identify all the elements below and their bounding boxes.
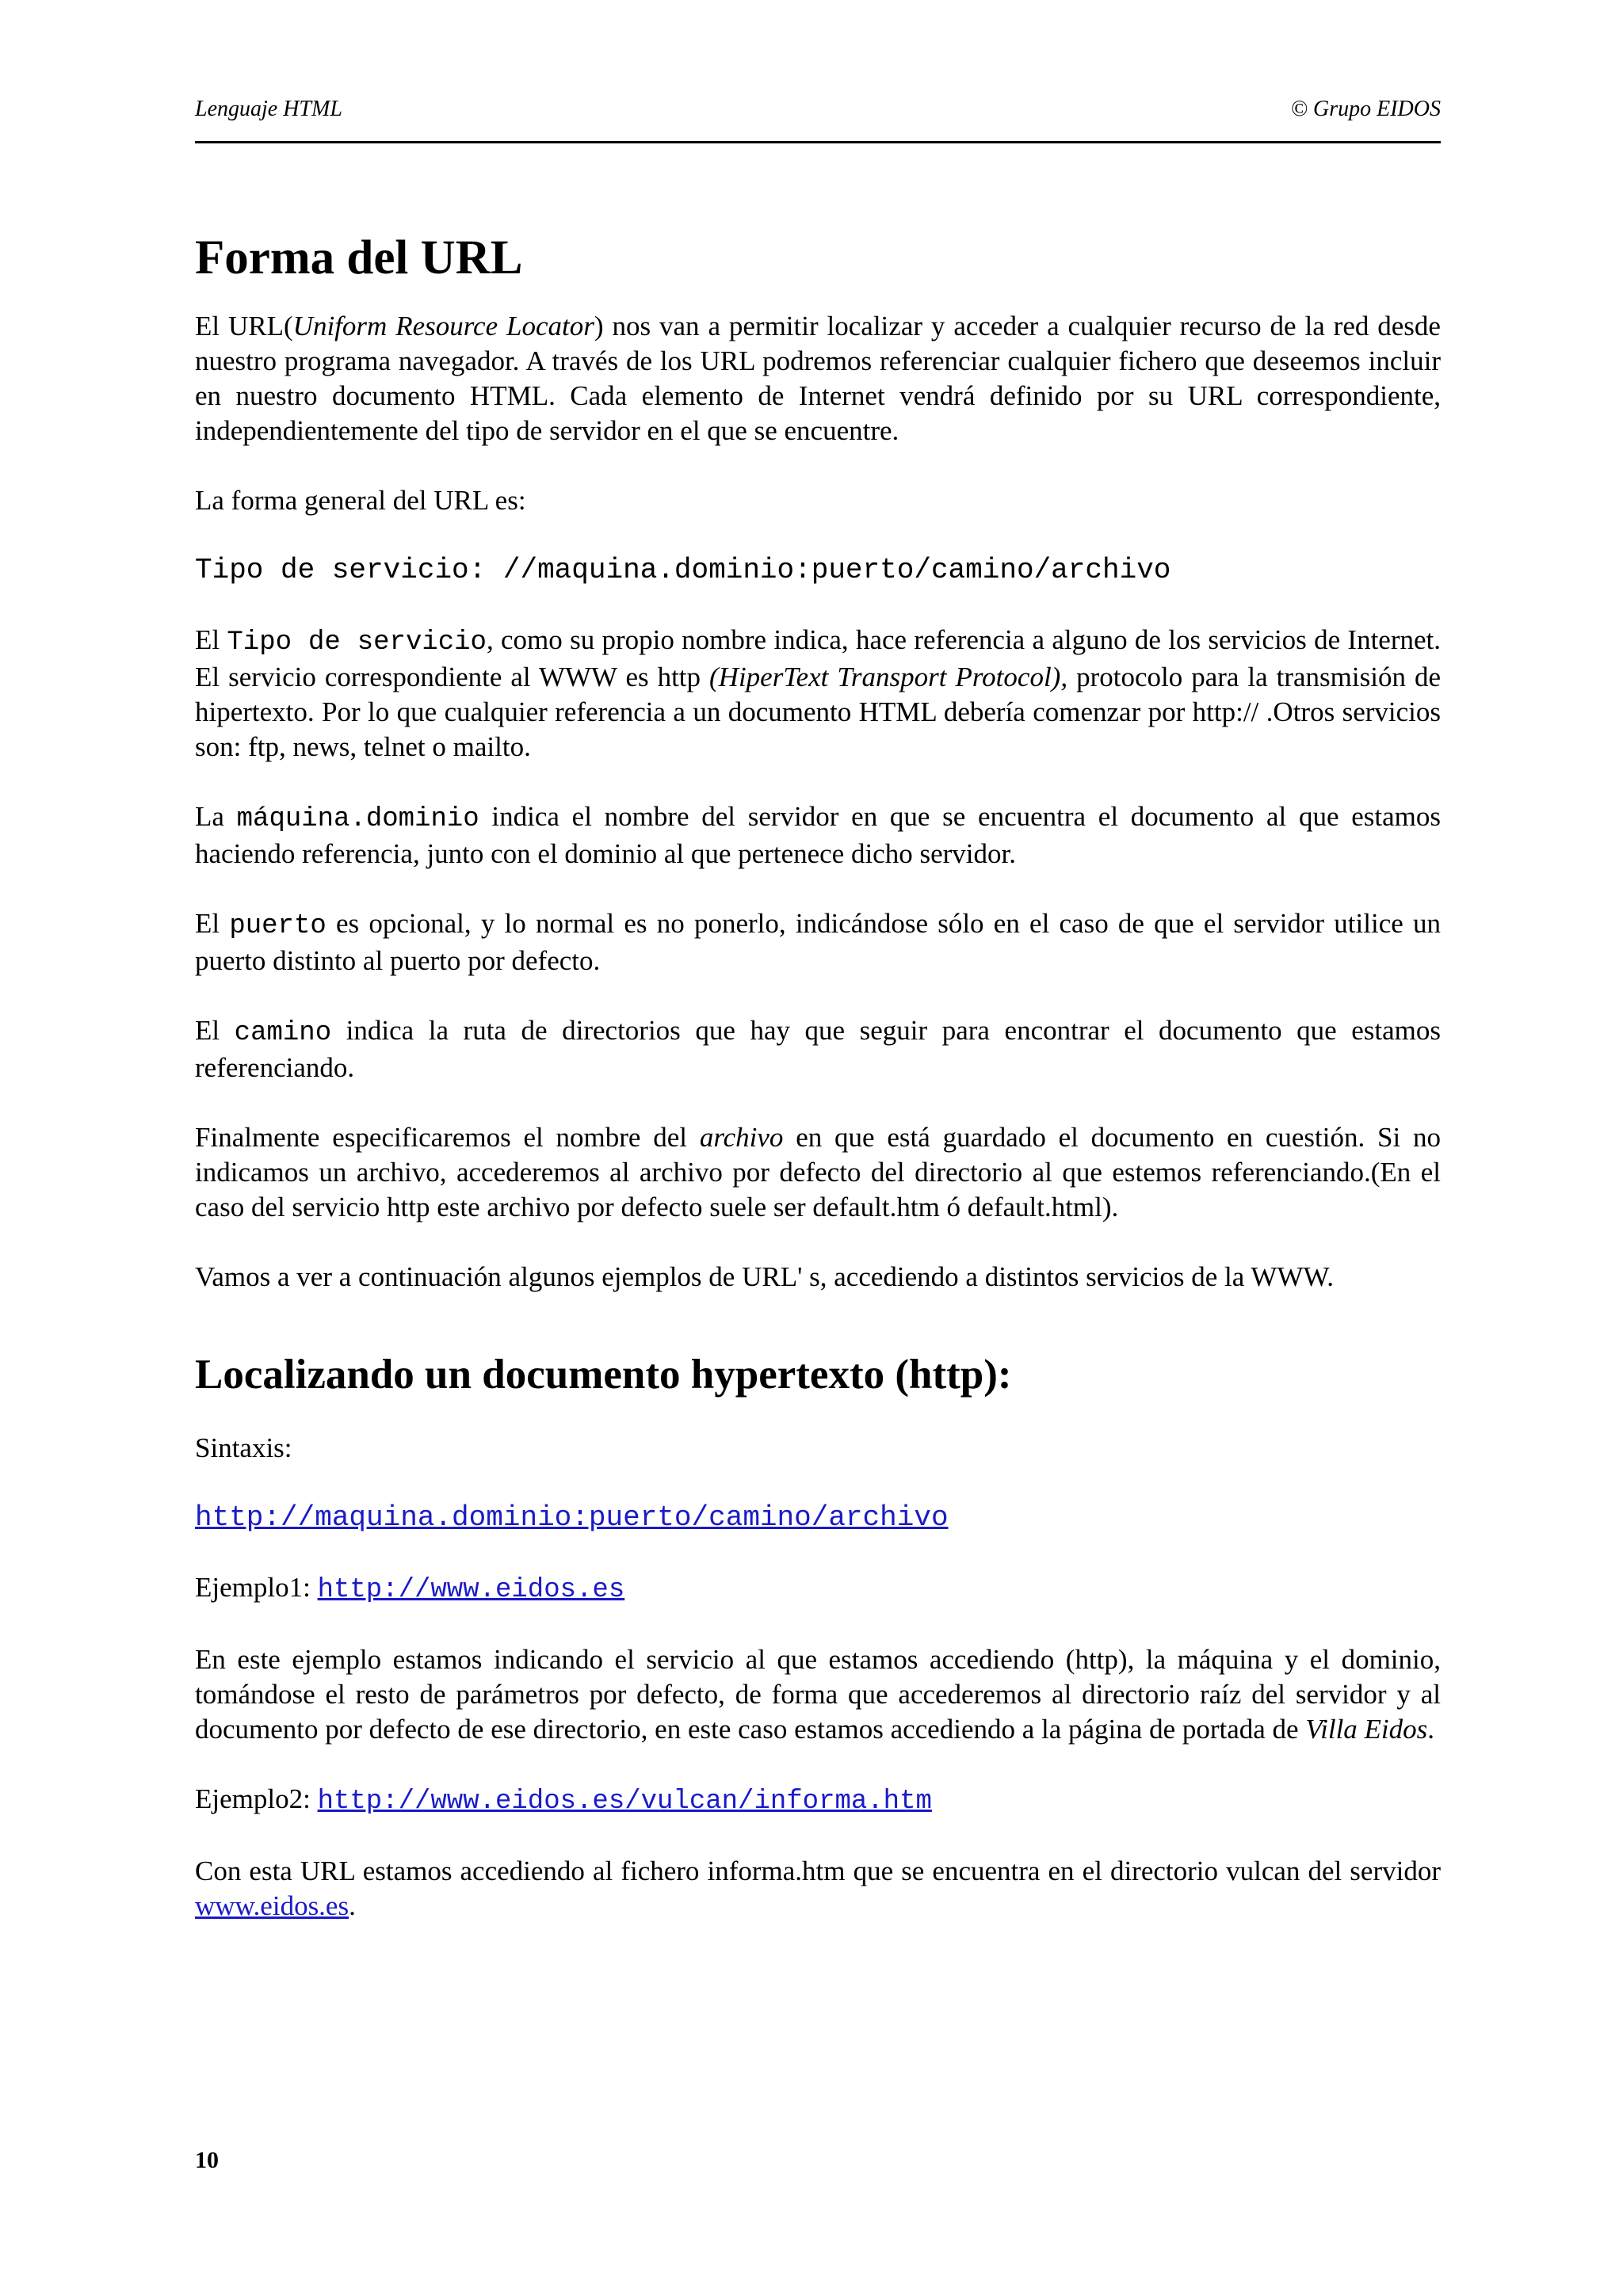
paragraph-example1-desc: En este ejemplo estamos indicando el servicio al que estamos accediendo (http), la máquina y el dominio, tomándose el resto de parámetros por defecto, de forma que accederemos al directorio raíz del servidor y al documento por defecto de ese directorio, en este caso estamos accediendo a la página de portada de Villa Eidos.: [195, 1644, 1441, 1745]
paragraph-example2-desc: Con esta URL estamos accediendo al fichero informa.htm que se encuentra en el directorio vulcan del servidor www.eidos.es.: [195, 1855, 1441, 1921]
header-title: Lenguaje HTML: [195, 97, 342, 121]
section-title-http: Localizando un documento hypertexto (http):: [195, 1352, 1012, 1398]
paragraph-machine-domain: La máquina.dominio indica el nombre del servidor en que se encuentra el documento al que estamos haciendo referencia, junto con el dominio al que pertenece dicho servidor.: [195, 801, 1441, 869]
example2-link[interactable]: http://www.eidos.es/vulcan/informa.htm: [317, 1787, 932, 1817]
example1-link[interactable]: http://www.eidos.es: [317, 1575, 625, 1605]
syntax-line: [195, 1501, 1441, 1535]
paragraph-general-form-label: La forma general del URL es:: [195, 485, 526, 516]
paragraph-url-intro: El URL(Uniform Resource Locator) nos van a permitir localizar y acceder a cualquier recurso de la red desde nuestro programa navegador. A través de los URL podremos referenciar cualquier fichero que deseemos incluir en nuestro documento HTML. Cada elemento de Internet vendrá definido por su URL correspondiente, independientemente del tipo de servidor en el que se encuentre.: [195, 311, 1441, 446]
paragraph-file: Finalmente especificaremos el nombre del archivo en que está guardado el documento en cuestión. Si no indicamos un archivo, accederemos al archivo por defecto del directorio al que estemos referenciando.(En el caso del servicio http este archivo por defecto suele ser default.htm ó default.html).: [195, 1122, 1441, 1222]
paragraph-port: El puerto es opcional, y lo normal es no ponerlo, indicándose sólo en el caso de que el servidor utilice un puerto distinto al puerto por defecto.: [195, 908, 1441, 976]
page-number: 10: [195, 2147, 219, 2173]
paragraph-path: El camino indica la ruta de directorios que hay que seguir para encontrar el documento que estamos referenciando.: [195, 1015, 1441, 1083]
syntax-link[interactable]: http://maquina.dominio:puerto/camino/archivo: [195, 1501, 949, 1534]
url-general-form: Tipo de servicio: //maquina.dominio:puerto/camino/archivo: [195, 554, 1171, 586]
section-title-url-form: Forma del URL: [195, 231, 523, 284]
example2-line: Ejemplo2: http://www.eidos.es/vulcan/informa.htm: [195, 1783, 932, 1817]
syntax-label: Sintaxis:: [195, 1432, 292, 1463]
paragraph-service-type: El Tipo de servicio, como su propio nombre indica, hace referencia a alguno de los servicios de Internet. El servicio correspondiente al WWW es http (HiperText Transport Protocol), protocolo para la transmisión de hipertexto. Por lo que cualquier referencia a un documento HTML debería comenzar por http:// .Otros servicios son: ftp, news, telnet o mailto.: [195, 624, 1442, 762]
paragraph-examples-intro: Vamos a ver a continuación algunos ejemplos de URL' s, accediendo a distintos servicios de la WWW.: [195, 1261, 1335, 1292]
header-publisher: © Grupo EIDOS: [1290, 97, 1441, 121]
page-header: [195, 97, 1441, 143]
page-content: [195, 230, 1441, 1958]
example1-line: Ejemplo1: http://www.eidos.es: [195, 1572, 625, 1605]
server-link[interactable]: www.eidos.es: [195, 1890, 349, 1921]
